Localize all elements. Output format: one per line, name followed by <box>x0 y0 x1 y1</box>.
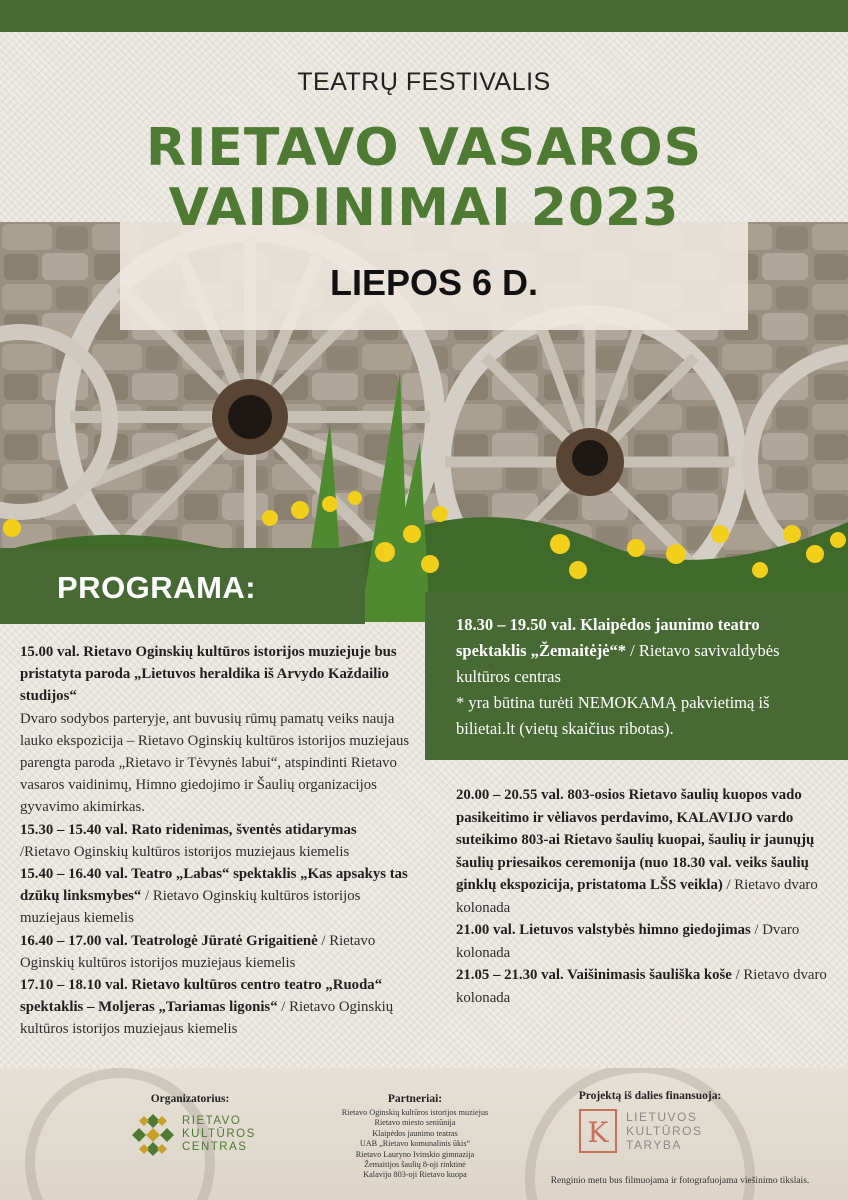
item-location: / Rietavo Oginskių kultūros istorijos muziejaus kiemelis <box>20 999 394 1038</box>
item-location: / Rietavo dvaro kolonada <box>456 967 827 1006</box>
event-date: LIEPOS 6 D. <box>329 262 539 303</box>
top-green-bar <box>0 0 848 32</box>
highlight-box <box>425 592 848 760</box>
festival-label: TEATRŲ FESTIVALIS <box>297 68 551 96</box>
item-time-title: 15.40 – 16.40 val. Teatro „Labas“ spektaklis „Kas apsakys tas dzūkų linksmybes“ <box>20 866 408 905</box>
partner-item: Rietavo Lauryno Ivinskio gimnazija <box>355 1149 475 1159</box>
filming-notice: Renginio metu bus filmuojama ir fotografuojama viešinimo tikslais. <box>550 1176 810 1186</box>
partner-item: Žemaitijos šaulių 8-oji rinktinė <box>364 1160 466 1170</box>
main-title <box>0 118 848 238</box>
box-location: / Rietavo savivaldybės kultūros centras <box>456 641 780 686</box>
lietuvos-kulturos-taryba-logo-icon <box>578 1108 618 1154</box>
funding-title: Projektą iš dalies finansuoja: <box>578 1090 722 1102</box>
item-location: /Rietavo Oginskių kultūros istorijos muziejaus kiemelis <box>20 843 350 860</box>
program-item <box>20 819 415 863</box>
logo-line: KULTŪROS <box>182 1128 256 1140</box>
item-location: / Dvaro kolonada <box>456 922 800 961</box>
program-item <box>20 641 415 819</box>
program-left-column <box>20 641 415 1041</box>
logo-line: LIETUVOS <box>626 1110 698 1124</box>
item-time-title: 21.05 – 21.30 val. Vaišinimasis šauliška koše <box>456 967 732 983</box>
item-time-title: 15.00 val. Rietavo Oginskių kultūros istorijos muziejuje bus pristatyta paroda „Lietuvos heraldika iš Arvydo Každailio studijos“ <box>20 644 397 705</box>
program-item <box>20 930 415 974</box>
item-location: / Rietavo dvaro kolonada <box>456 877 818 916</box>
program-item <box>456 964 834 1009</box>
item-time-title: 20.00 – 20.55 val. 803-osios Rietavo šaulių kuopos vado pasikeitimo ir vėliavos perdavimo, KALAVIJO vardo suteikimo 803-ai Rietavo šaulių kuopai, šaulių ir jaunųjų šaulių priesaikos ceremonija (nuo 18.30 val. veiks šaulių ginklų ekspozicija, pristatoma LŠS veikla) <box>456 787 815 893</box>
program-right-column <box>456 784 834 1009</box>
item-time-title: 21.00 val. Lietuvos valstybės himno giedojimas <box>456 922 751 938</box>
item-time-title: 17.10 – 18.10 val. Rietavo kultūros centro teatro „Ruoda“ spektaklis – Moljeras „Tariamas ligonis“ <box>20 977 383 1016</box>
partners-list <box>330 1108 500 1181</box>
box-note: * yra būtina turėti NEMOKAMĄ pakvietimą iš bilietai.lt (vietų skaičius ribotas). <box>456 693 770 738</box>
partner-item: Klaipėdos jaunimo teatras <box>372 1128 458 1138</box>
program-heading: PROGRAMA: <box>57 570 257 605</box>
logo-line: RIETAVO <box>182 1115 242 1127</box>
item-location: / Rietavo Oginskių kultūros istorijos muziejaus kiemelis <box>20 888 361 927</box>
program-item <box>20 863 415 930</box>
partner-item: Rietavo Oginskių kultūros istorijos muziejus <box>341 1108 489 1117</box>
logo-line: TARYBA <box>626 1138 682 1152</box>
funding-logo-text <box>626 1110 702 1152</box>
organizer-title: Organizatorius: <box>150 1093 230 1105</box>
title-line-1: RIETAVO VASAROS <box>145 118 703 178</box>
partner-item: Kalavijo 803-oji Rietavo kuopa <box>363 1170 467 1180</box>
svg-text:K: K <box>587 1116 609 1149</box>
item-time-title: 15.30 – 15.40 val. Rato ridenimas, šventės atidarymas <box>20 821 357 838</box>
item-description: Dvaro sodybos parteryje, ant buvusių rūmų pamatų veiks nauja lauko ekspozicija – Rietavo Oginskių kultūros istorijos muziejaus parengta paroda „Rietavo ir Tėvynės labui“, atspindinti Rietavo vasaros vaidinimų, Himno giedojimo ir Šaulių organizacijos gyvavimo akimirkas. <box>20 710 410 816</box>
partner-item: UAB „Rietavo komunalinis ūkis“ <box>359 1139 471 1149</box>
box-time-title: 18.30 – 19.50 val. Klaipėdos jaunimo teatro spektaklis „Žemaitėjė“* <box>456 615 760 660</box>
logo-line: CENTRAS <box>182 1141 248 1153</box>
partners-title: Partneriai: <box>387 1093 443 1105</box>
program-item <box>20 974 415 1041</box>
logo-line: KULTŪROS <box>626 1124 703 1138</box>
program-item <box>456 784 834 919</box>
title-line-2: VAIDINIMAI 2023 <box>168 178 680 238</box>
program-item <box>456 919 834 964</box>
rietavo-kulturos-centras-logo-icon <box>130 1112 176 1158</box>
item-time-title: 16.40 – 17.00 val. Teatrologė Jūratė Grigaitienė <box>20 932 318 949</box>
item-location: / Rietavo Oginskių kultūros istorijos muziejaus kiemelis <box>20 932 376 971</box>
organizer-logo-text <box>182 1115 256 1154</box>
partner-item: Rietavo miesto seniūnija <box>374 1118 456 1128</box>
